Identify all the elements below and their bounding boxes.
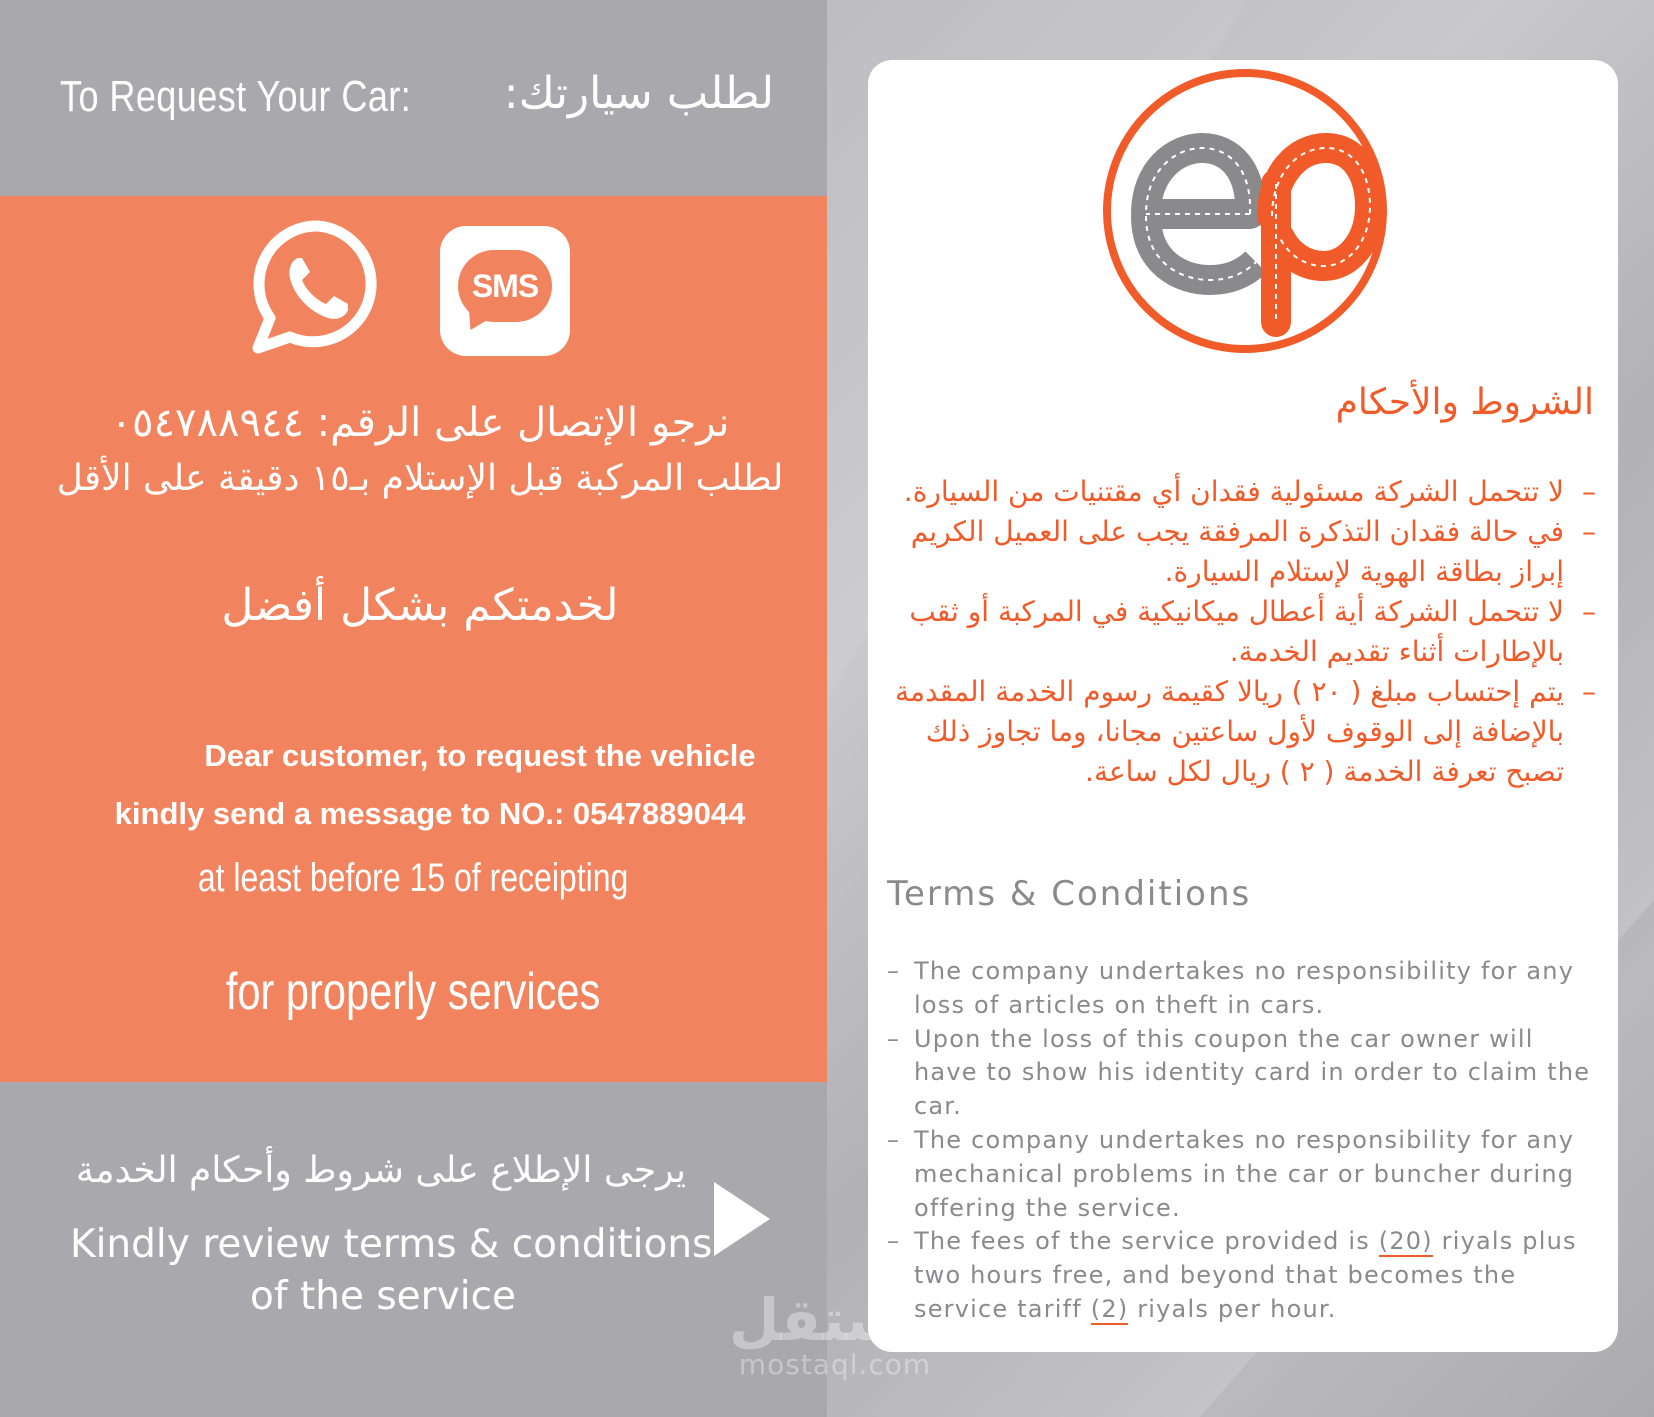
list-dash: – [887, 1125, 901, 1154]
terms-item-ar-text: في حالة فقدان التذكرة المرفقة يجب على العميل الكريم إبراز بطاقة الهوية لإستلام السيارة. [910, 515, 1564, 588]
list-dash: – [1582, 675, 1596, 708]
watermark-ar: مستقل [728, 1286, 942, 1354]
sms-label: SMS [471, 268, 539, 304]
terms-item-en-text: Upon the loss of this coupon the car owner will have to show his identity card in order to claim the car. [914, 1024, 1591, 1121]
review-terms-ar: يرجى الإطلاع على شروط وأحكام الخدمة [75, 1150, 686, 1191]
request-car-title-ar: لطلب سيارتك: [503, 68, 774, 119]
terms-list-en [887, 955, 1599, 1327]
request-panel [0, 196, 827, 1082]
fee-amount: (20) [1378, 1227, 1433, 1256]
request-before-ar: لطلب المركبة قبل الإستلام بـ١٥ دقيقة على الأقل [56, 458, 784, 499]
list-dash: – [887, 957, 901, 985]
properly-services-en [0, 962, 827, 1022]
request-car-title-en: To Request Your Car: [60, 72, 412, 121]
terms-item-en-text: The company undertakes no responsibility for any loss of articles on theft in cars. [914, 957, 1575, 1019]
list-dash: – [1582, 595, 1596, 628]
terms-item-ar-text: يتم إحتساب مبلغ ( ٢٠ ) ريالا كقيمة رسوم الخدمة المقدمة بالإضافة إلى الوقوف لأول ساعتين مجانا، وما تجاوز ذلك تصبح تعرفة الخدمة ( ٢ ) ريال لكل ساعة. [894, 675, 1564, 788]
list-dash: – [1582, 475, 1596, 508]
terms-item-en [887, 1023, 1599, 1124]
fees-text-a: The fees of the service provided is [914, 1227, 1379, 1256]
terms-item-en [887, 1124, 1599, 1225]
terms-list-ar [876, 472, 1596, 792]
watermark-en: mostaql.com [738, 1348, 932, 1381]
terms-item-en-text: The company undertakes no responsibility for any mechanical problems in the car or buncher during offering the service. [914, 1125, 1575, 1222]
review-terms-en-line1: Kindly review terms & conditions [70, 1222, 713, 1267]
better-service-ar: لخدمتكم بشكل أفضل [221, 580, 619, 631]
list-dash: – [1582, 515, 1596, 548]
sms-icon[interactable] [440, 226, 570, 356]
terms-item-ar [876, 672, 1596, 792]
at-least-before-text: at least before 15 of receipting [198, 856, 629, 900]
properly-services-text: for properly services [226, 963, 601, 1021]
terms-title-en: Terms & Conditions [887, 874, 1252, 914]
fees-text-b: riyals plus two hours free, and beyond that becomes the service tariff [914, 1227, 1577, 1323]
watermark [725, 1286, 945, 1381]
terms-item-ar [876, 512, 1596, 592]
terms-item-ar [876, 472, 1596, 512]
dear-customer-en: Dear customer, to request the vehicle [204, 738, 756, 773]
terms-item-ar [876, 592, 1596, 672]
terms-item-ar-text: لا تتحمل الشركة أية أعطال ميكانيكية في المركبة أو ثقب بالإطارات أثناء تقديم الخدمة. [909, 595, 1564, 668]
send-message-en: kindly send a message to NO.: 0547889044 [114, 796, 746, 831]
play-arrow-icon[interactable] [714, 1182, 770, 1256]
review-terms-en-line2: of the service [249, 1274, 517, 1319]
whatsapp-icon[interactable] [250, 220, 386, 356]
terms-item-en [887, 1225, 1599, 1326]
fees-text-c: riyals per hour. [1128, 1294, 1337, 1323]
terms-item-ar-text: لا تتحمل الشركة مسئولية فقدان أي مقتنيات من السيارة. [903, 475, 1564, 508]
hourly-rate: (2) [1090, 1294, 1129, 1323]
at-least-before-en [0, 856, 827, 901]
call-number-ar: نرجو الإتصال على الرقم: ٠٥٤٧٨٨٩٤٤ [110, 400, 730, 446]
list-dash: – [887, 1024, 901, 1053]
list-dash: – [887, 1227, 901, 1256]
terms-title-ar: الشروط والأحكام [1335, 382, 1594, 423]
terms-item-en [887, 955, 1599, 1023]
ep-logo [1100, 66, 1390, 356]
